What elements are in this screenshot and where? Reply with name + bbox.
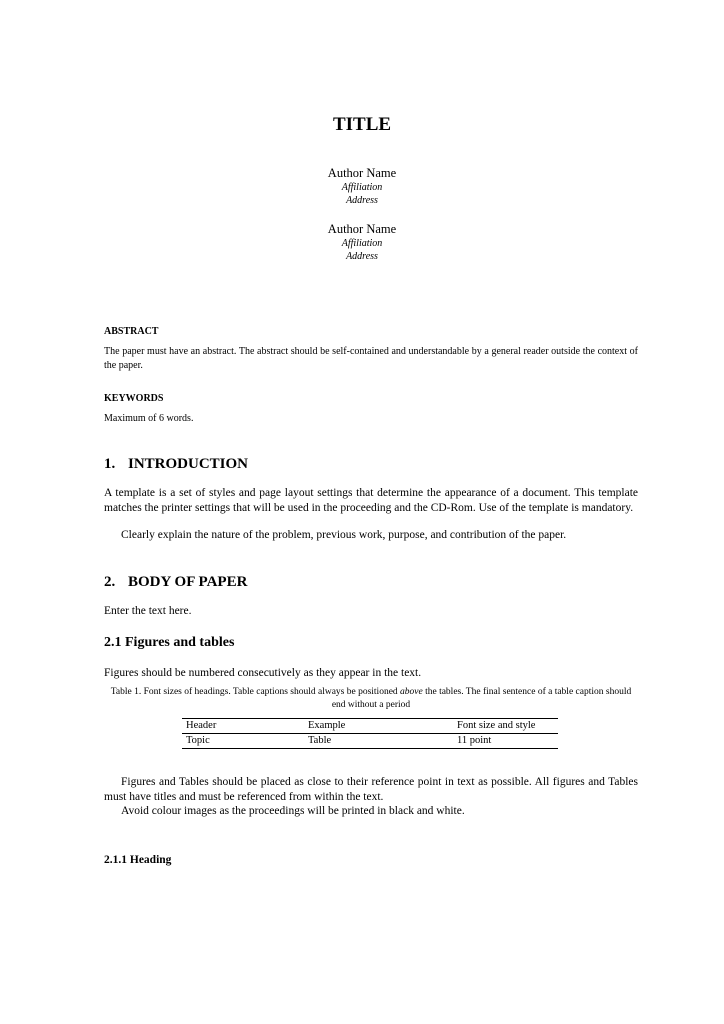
paper-title: TITLE xyxy=(332,114,392,135)
table-cell: 11 point xyxy=(457,735,492,746)
caption-emphasis: above xyxy=(400,687,423,697)
table-header-cell: Example xyxy=(308,720,346,731)
author-affiliation: Affiliation xyxy=(341,182,383,193)
abstract-text: The paper must have an abstract. The abstract should be self-contained and understandable by a general reader outside the context of the paper. xyxy=(104,346,638,371)
keywords-text: Maximum of 6 words. xyxy=(104,413,194,424)
author-block-2 xyxy=(0,222,724,263)
author-address: Address xyxy=(346,251,378,262)
author-block-1 xyxy=(0,166,724,207)
intro-paragraph-1: A template is a set of styles and page layout settings that determine the appearance of a document. This template matches the printer settings that will be used in the proceeding and the CD-Rom. Use of the template is mandatory. xyxy=(104,487,638,514)
subsubsection-heading: 2.1.1 Heading xyxy=(104,854,172,866)
section-heading-introduction xyxy=(104,455,248,473)
author-affiliation: Affiliation xyxy=(341,238,383,249)
table-cell: Table xyxy=(308,735,332,746)
section-number: 1. xyxy=(104,456,116,472)
table-caption xyxy=(104,686,638,711)
keywords-heading: KEYWORDS xyxy=(104,393,164,404)
section-heading-body xyxy=(104,573,247,591)
author-name: Author Name xyxy=(327,222,397,236)
font-size-table xyxy=(182,718,558,749)
figures-paragraph-3: Avoid colour images as the proceedings will be printed in black and white. xyxy=(121,805,465,817)
section-title: BODY OF PAPER xyxy=(128,574,248,590)
abstract-heading: ABSTRACT xyxy=(104,326,159,337)
table-cell: Topic xyxy=(186,735,210,746)
table-row xyxy=(182,734,558,748)
body-paragraph-1: Enter the text here. xyxy=(104,605,192,617)
table-header-cell: Font size and style xyxy=(457,720,536,731)
caption-text: the tables. The final sentence of a table caption should end without a period xyxy=(331,687,632,710)
author-address: Address xyxy=(346,195,378,206)
figures-paragraph-1: Figures should be numbered consecutively as they appear in the text. xyxy=(104,667,422,679)
intro-paragraph-2: Clearly explain the nature of the problem, previous work, purpose, and contribution of the paper. xyxy=(121,529,567,541)
section-number: 2. xyxy=(104,574,116,590)
author-name: Author Name xyxy=(327,166,397,180)
table-header-cell: Header xyxy=(186,720,217,731)
caption-text: Table 1. Font sizes of headings. Table captions should always be positioned xyxy=(110,687,401,697)
subsection-heading-figures: 2.1 Figures and tables xyxy=(104,635,235,650)
table-header-row xyxy=(182,719,558,734)
section-title: INTRODUCTION xyxy=(128,456,249,472)
figures-paragraph-2: Figures and Tables should be placed as close to their reference point in text as possible. All figures and Tables must have titles and must be referenced from within the text. xyxy=(104,776,638,803)
